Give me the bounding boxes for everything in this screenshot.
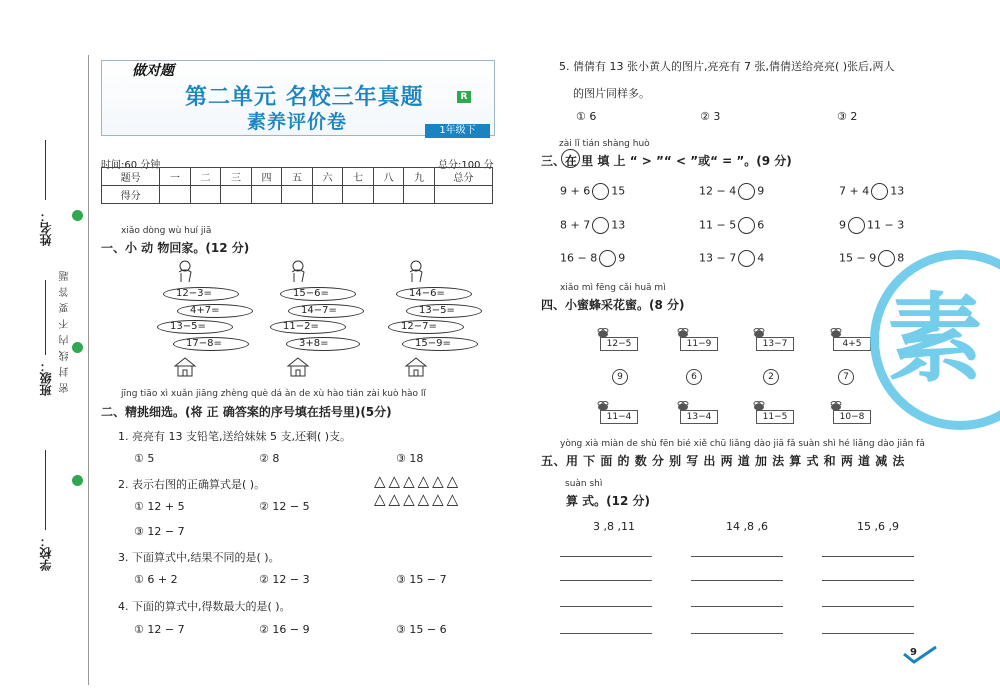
answer-line[interactable]	[560, 606, 652, 607]
score-input-cell[interactable]	[221, 186, 252, 204]
compare-right: 9	[618, 251, 626, 265]
compare-left: 9 + 6	[560, 184, 591, 198]
animal-icon	[288, 260, 308, 284]
question-3: 3. 下面算式中,结果不同的是( )。	[118, 551, 280, 564]
section2-pinyin: jīng tiāo xì xuǎn jiāng zhèng què dá àn de xù hào tián zài kuò hào lǐ	[121, 389, 426, 399]
name-write-line[interactable]	[45, 140, 46, 200]
q3-option-2[interactable]: ② 12 − 3	[259, 573, 310, 586]
school-write-line[interactable]	[45, 450, 46, 530]
compare-circle[interactable]	[878, 250, 895, 267]
q4-option-2[interactable]: ② 16 − 9	[259, 623, 310, 636]
q4-option-1[interactable]: ① 12 − 7	[134, 623, 185, 636]
score-table-score-row	[102, 186, 493, 204]
section1-pinyin: xiǎo dòng wù huí jiā	[121, 226, 212, 236]
class-label: 班级：	[39, 360, 53, 396]
score-table-cell: 三	[221, 168, 252, 186]
score-input-cell[interactable]	[434, 186, 492, 204]
stamp-watermark: 素	[870, 250, 1000, 430]
answer-line[interactable]	[822, 556, 914, 557]
section1-title: 一、小 动 物回家。(12 分)	[101, 241, 250, 255]
equation-oval[interactable]: 12−7=	[388, 320, 464, 334]
equation-oval[interactable]: 4+7=	[177, 304, 253, 318]
bee-icon	[752, 396, 766, 406]
r-mark-icon: R	[457, 91, 471, 103]
answer-line[interactable]	[560, 580, 652, 581]
number-group-1: 3 ,8 ,11	[593, 520, 635, 533]
compare-left: 13 − 7	[699, 251, 737, 265]
bee-icon	[752, 323, 766, 333]
fold-dot	[72, 210, 83, 221]
answer-line[interactable]	[691, 556, 783, 557]
question-2: 2. 表示右图的正确算式是( )。	[118, 478, 266, 491]
flower-icon[interactable]: 7	[838, 369, 854, 385]
fold-warning-text: 密封线内不要答题	[60, 265, 71, 393]
score-input-cell[interactable]	[160, 186, 191, 204]
equation-oval[interactable]: 12−3=	[163, 287, 239, 301]
number-group-3: 15 ,6 ,9	[857, 520, 899, 533]
number-group-2: 14 ,8 ,6	[726, 520, 768, 533]
compare-left: 11 − 5	[699, 218, 737, 232]
answer-line[interactable]	[691, 580, 783, 581]
score-table-header-row	[102, 168, 493, 186]
answer-line[interactable]	[822, 606, 914, 607]
q2-option-1[interactable]: ① 12 + 5	[134, 500, 185, 513]
compare-right: 8	[897, 251, 905, 265]
q2-option-3[interactable]: ③ 12 − 7	[134, 525, 185, 538]
compare-item	[560, 250, 625, 267]
score-input-cell[interactable]	[404, 186, 435, 204]
section5-title2: 算 式。(12 分)	[566, 494, 651, 508]
class-write-line[interactable]	[45, 280, 46, 355]
compare-right: 13	[611, 218, 626, 232]
equation-oval[interactable]: 3+8=	[286, 337, 360, 351]
compare-left: 15 − 9	[839, 251, 877, 265]
score-table-cell: 题号	[102, 168, 160, 186]
compare-right: 9	[757, 184, 765, 198]
score-input-cell[interactable]	[343, 186, 374, 204]
equation-oval[interactable]: 15−6=	[280, 287, 356, 301]
school-label: 学校：	[39, 535, 53, 571]
page-title: 第二单元 名校三年真题	[185, 85, 424, 110]
house-icon	[286, 356, 310, 378]
badge-label: 做对题	[132, 63, 174, 79]
compare-left: 16 − 8	[560, 251, 598, 265]
section5-pinyin2: suàn shì	[565, 479, 603, 489]
compare-item	[839, 250, 904, 267]
bee-icon	[829, 323, 843, 333]
triangles-row-bottom: △△△△△△	[374, 490, 462, 508]
q3-option-3[interactable]: ③ 15 − 7	[396, 573, 447, 586]
score-table-cell: 九	[404, 168, 435, 186]
house-icon	[404, 356, 428, 378]
score-table-cell: 总分	[434, 168, 492, 186]
bee-icon	[596, 396, 610, 406]
answer-line[interactable]	[691, 633, 783, 634]
q3-option-1[interactable]: ① 6 + 2	[134, 573, 178, 586]
section3-pinyin: zài lǐ tián shàng huò	[559, 139, 650, 149]
compare-circle[interactable]	[738, 250, 755, 267]
fold-dot	[72, 342, 83, 353]
total-score-label: 总分:100 分	[438, 160, 494, 171]
grade-label: 1年级下	[425, 124, 490, 138]
compare-left: 12 − 4	[699, 184, 737, 198]
equation-oval[interactable]: 14−7=	[288, 304, 364, 318]
score-table-cell: 五	[282, 168, 313, 186]
equation-oval[interactable]: 13−5=	[406, 304, 482, 318]
equation-box[interactable]: 11−4	[600, 410, 638, 424]
answer-line[interactable]	[691, 606, 783, 607]
score-input-cell[interactable]	[312, 186, 343, 204]
compare-right: 11 − 3	[867, 218, 905, 232]
score-input-cell[interactable]	[282, 186, 313, 204]
equation-box[interactable]: 10−8	[833, 410, 871, 424]
q1-option-1[interactable]: ① 5	[134, 452, 155, 465]
time-label: 时间:60 分钟	[101, 160, 161, 171]
equation-oval[interactable]: 13−5=	[157, 320, 233, 334]
compare-circle[interactable]	[592, 183, 609, 200]
answer-line[interactable]	[560, 633, 652, 634]
name-label: 姓名：	[39, 210, 53, 246]
triangles-row-top: △△△△△△	[374, 472, 462, 490]
compare-circle[interactable]	[738, 183, 755, 200]
q1-option-2[interactable]: ② 8	[259, 452, 280, 465]
section4-pinyin: xiǎo mì fēng cǎi huā mì	[560, 283, 666, 293]
q2-option-2[interactable]: ② 12 − 5	[259, 500, 310, 513]
compare-right: 13	[890, 184, 905, 198]
compare-item	[839, 183, 904, 200]
q1-option-3[interactable]: ③ 18	[396, 452, 424, 465]
score-table-cell: 得分	[102, 186, 160, 204]
score-table-cell: 二	[190, 168, 221, 186]
q5-option-3[interactable]: ③ 2	[837, 110, 858, 123]
q5-option-1[interactable]: ① 6	[576, 110, 597, 123]
compare-left: 8 + 7	[560, 218, 591, 232]
compare-left: 7 + 4	[839, 184, 870, 198]
circle-icon	[561, 149, 580, 168]
answer-line[interactable]	[560, 556, 652, 557]
compare-circle[interactable]	[592, 217, 609, 234]
score-table-cell: 八	[373, 168, 404, 186]
q5-option-2[interactable]: ② 3	[700, 110, 721, 123]
score-input-cell[interactable]	[373, 186, 404, 204]
triangles-figure	[374, 472, 461, 508]
equation-oval[interactable]: 17−8=	[173, 337, 249, 351]
compare-right: 15	[611, 184, 626, 198]
compare-circle[interactable]	[738, 217, 755, 234]
equation-oval[interactable]: 14−6=	[396, 287, 472, 301]
score-table	[101, 167, 493, 204]
check-icon	[902, 645, 938, 665]
q4-option-3[interactable]: ③ 15 − 6	[396, 623, 447, 636]
score-table-cell: 六	[312, 168, 343, 186]
question-4: 4. 下面的算式中,得数最大的是( )。	[118, 600, 291, 613]
compare-circle[interactable]	[599, 250, 616, 267]
answer-line[interactable]	[822, 580, 914, 581]
section5-title: 五、用 下 面 的 数 分 别 写 出 两 道 加 法 算 式 和 两 道 减 法	[541, 454, 905, 468]
bee-icon	[676, 323, 690, 333]
flower-icon[interactable]: 9	[612, 369, 628, 385]
house-icon	[173, 356, 197, 378]
question-5: 5. 倩倩有 13 张小黄人的图片,亮亮有 7 张,倩倩送给亮亮( )张后,两人	[559, 60, 895, 73]
equation-oval[interactable]: 11−2=	[270, 320, 346, 334]
compare-item	[839, 217, 904, 234]
answer-line[interactable]	[822, 633, 914, 634]
compare-left: 9	[839, 218, 846, 232]
page-number: 9	[910, 647, 917, 658]
fold-dot	[72, 475, 83, 486]
page-subtitle: 素养评价卷	[247, 111, 348, 133]
bee-icon	[829, 396, 843, 406]
compare-item	[560, 217, 625, 234]
equation-box[interactable]: 12−5	[600, 337, 638, 351]
score-table-cell: 四	[251, 168, 282, 186]
flower-icon[interactable]: 6	[686, 369, 702, 385]
animal-icon	[175, 260, 195, 284]
question-5-line2: 的图片同样多。	[573, 87, 650, 100]
animal-icon	[406, 260, 426, 284]
equation-box[interactable]: 13−7	[756, 337, 794, 351]
equation-box[interactable]: 4+5	[833, 337, 871, 351]
section4-title: 四、小蜜蜂采花蜜。(8 分)	[541, 298, 685, 312]
compare-item	[699, 217, 764, 234]
bee-icon	[676, 396, 690, 406]
equation-box[interactable]: 11−9	[680, 337, 718, 351]
question-1: 1. 亮亮有 13 支铅笔,送给妹妹 5 支,还剩( )支。	[118, 430, 352, 443]
score-table-cell: 七	[343, 168, 374, 186]
compare-item	[699, 183, 764, 200]
bee-icon	[596, 323, 610, 333]
compare-item	[560, 183, 625, 200]
equation-oval[interactable]: 15−9=	[402, 337, 478, 351]
section3-title: 三、在 里 填 上 “ > ”“ < ”或“ = ”。(9 分)	[541, 154, 792, 168]
section2-title: 二、精挑细选。(将 正 确答案的序号填在括号里)(5分)	[101, 405, 392, 419]
equation-box[interactable]: 11−5	[756, 410, 794, 424]
flower-icon[interactable]: 2	[763, 369, 779, 385]
score-table-cell: 一	[160, 168, 191, 186]
section5-pinyin: yòng xià miàn de shù fēn bié xiě chū liǎng dào jiā fǎ suàn shì hé liǎng dào jiǎn fǎ	[560, 439, 925, 449]
compare-circle[interactable]	[848, 217, 865, 234]
compare-right: 6	[757, 218, 765, 232]
score-input-cell[interactable]	[251, 186, 282, 204]
fold-line	[88, 55, 89, 685]
compare-circle[interactable]	[871, 183, 888, 200]
score-input-cell[interactable]	[190, 186, 221, 204]
equation-box[interactable]: 13−4	[680, 410, 718, 424]
compare-right: 4	[757, 251, 765, 265]
compare-item	[699, 250, 764, 267]
